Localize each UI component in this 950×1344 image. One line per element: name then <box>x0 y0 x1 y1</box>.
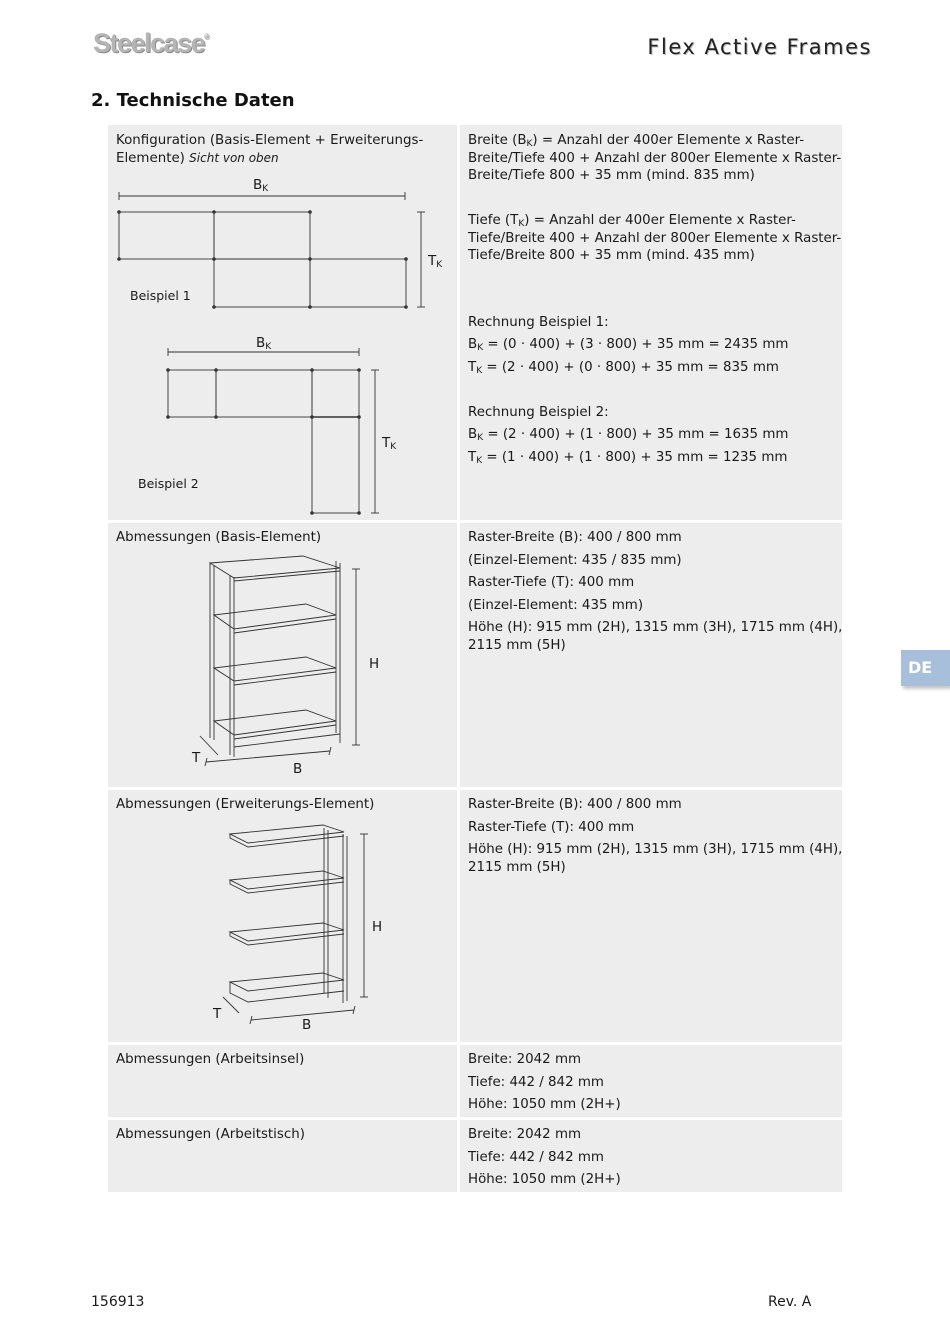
brand-mark: ® <box>204 34 210 41</box>
example2-label: Beispiel 2 <box>138 476 199 491</box>
row-label-italic: Sicht von oben <box>189 151 279 165</box>
dim-b: B <box>293 761 303 777</box>
dim-t: T <box>192 750 201 766</box>
table-row-arbeitstisch <box>108 1120 842 1192</box>
spec-line: Raster-Tiefe (T): 400 mm <box>468 575 635 590</box>
calc1-bk: $B_K = (0 \cdot 400) + (3 \cdot 800) + 35$ mm = 2435 mm <box>468 337 789 353</box>
table-row-arbeitsinsel <box>108 1045 842 1117</box>
dim-h: H <box>369 656 380 672</box>
row-label: Abmessungen (Basis-Element) <box>116 530 322 545</box>
dim-bk-example1: $B_K$ <box>253 177 269 194</box>
spec-line: Breite: 2042 mm <box>468 1127 582 1142</box>
calc2-title: Rechnung Beispiel 2: <box>468 405 609 420</box>
document-number: 156913 <box>91 1294 145 1310</box>
dim-h: H <box>372 919 383 935</box>
row-value-cell <box>460 523 842 787</box>
row-label: Abmessungen (Erweiterungs-Element) <box>116 797 375 812</box>
row-value-cell <box>460 790 842 1042</box>
breite-line3: Breite/Tiefe 800 + 35 mm (mind. 835 mm) <box>468 168 755 183</box>
example1-label: Beispiel 1 <box>130 288 191 303</box>
row-value-cell <box>460 1120 842 1192</box>
tiefe-line1: Tiefe $(T_K)$ = Anzahl der 400er Elemente x Raster- <box>468 213 796 229</box>
language-tab-de[interactable]: DE <box>901 650 950 686</box>
table-row-erweiterungs-element <box>108 790 842 1042</box>
spec-line: Höhe (H): 915 mm (2H), 1315 mm (3H), 1715 mm (4H), <box>468 620 843 635</box>
tiefe-line2: Tiefe/Breite 400 + Anzahl der 800er Elemente x Raster- <box>468 230 842 246</box>
row-label-cell <box>108 523 457 787</box>
row-label: Konfiguration (Basis-Element + Erweiterungs- <box>116 133 424 148</box>
calc1-title: Rechnung Beispiel 1: <box>468 315 609 330</box>
row-label-cell <box>108 790 457 1042</box>
table-row-konfiguration <box>108 125 842 520</box>
brand-name: Steelcase <box>93 28 205 58</box>
row-label-text: Elemente) <box>116 151 185 166</box>
row-label: Abmessungen (Arbeitstisch) <box>116 1127 305 1142</box>
breite-line1: Breite $(B_K)$ = Anzahl der 400er Elemente x Raster- <box>468 133 805 149</box>
spec-line: Tiefe: 442 / 842 mm <box>468 1074 604 1090</box>
spec-line: (Einzel-Element: 435 mm) <box>468 597 644 613</box>
dim-b: B <box>302 1017 312 1033</box>
dim-tk-example2: $T_K$ <box>382 435 397 452</box>
basis-element-drawing <box>108 523 457 787</box>
row-label: Abmessungen (Arbeitsinsel) <box>116 1052 305 1067</box>
spec-line: 2115 mm (5H) <box>468 859 566 875</box>
erweiterungs-element-drawing <box>108 790 457 1042</box>
spec-line: Raster-Tiefe (T): 400 mm <box>468 819 635 835</box>
row-value-cell <box>460 1045 842 1117</box>
dim-bk-example2: $B_K$ <box>256 335 272 352</box>
calc1-tk: $T_K = (2 \cdot 400) + (0 \cdot 800) + 35$ mm = 835 mm <box>468 360 779 376</box>
document-title: Flex Active Frames <box>647 35 872 59</box>
spec-line: Höhe: 1050 mm (2H+) <box>468 1097 621 1112</box>
configuration-diagram <box>108 125 457 520</box>
tiefe-line3: Tiefe/Breite 800 + 35 mm (mind. 435 mm) <box>468 248 755 263</box>
steelcase-logo <box>93 28 209 59</box>
dim-t: T <box>213 1006 222 1022</box>
spec-line: Höhe (H): 915 mm (2H), 1315 mm (3H), 1715 mm (4H), <box>468 842 843 857</box>
spec-line: Breite: 2042 mm <box>468 1052 582 1067</box>
table-row-basis-element <box>108 523 842 787</box>
dim-tk-example1: $T_K$ <box>428 253 443 270</box>
row-label-cell <box>108 1120 457 1192</box>
calc2-tk: $T_K = (1 \cdot 400) + (1 \cdot 800) + 35$ mm = 1235 mm <box>468 450 788 466</box>
spec-line: Raster-Breite (B): 400 / 800 mm <box>468 797 682 812</box>
spec-line: 2115 mm (5H) <box>468 637 566 653</box>
spec-line: Höhe: 1050 mm (2H+) <box>468 1172 621 1187</box>
spec-line: (Einzel-Element: 435 / 835 mm) <box>468 552 682 568</box>
row-label-cell <box>108 1045 457 1117</box>
row-label-cell <box>108 125 457 520</box>
spec-line: Tiefe: 442 / 842 mm <box>468 1149 604 1165</box>
spec-line: Raster-Breite (B): 400 / 800 mm <box>468 530 682 545</box>
breite-line2: Breite/Tiefe 400 + Anzahl der 800er Elemente x Raster- <box>468 150 842 166</box>
section-title: 2. Technische Daten <box>91 90 295 111</box>
calc2-bk: $B_K = (2 \cdot 400) + (1 \cdot 800) + 35$ mm = 1635 mm <box>468 427 789 443</box>
revision: Rev. A <box>768 1294 812 1310</box>
row-value-cell <box>460 125 842 520</box>
